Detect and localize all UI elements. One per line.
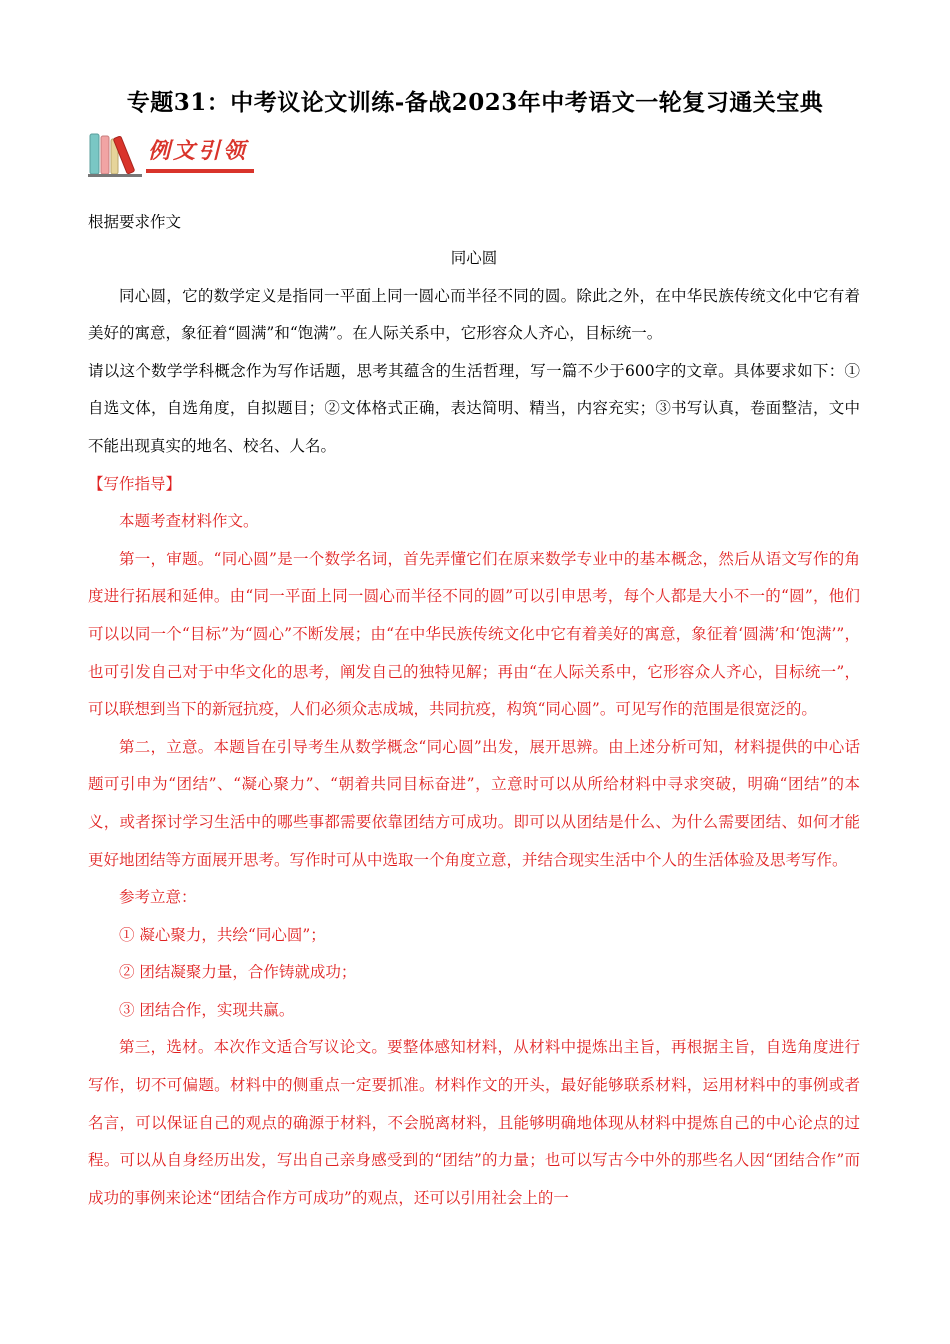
badge-underline bbox=[146, 169, 254, 173]
guide-step1: 第一，审题。“同心圆”是一个数学名词，首先弄懂它们在原来数学专业中的基本概念，然后从语文写作的角度进行拓展和延伸。由“同一平面上同一圆心而半径不同的圆”可以引申思考，每个人都是大小不一的“圆”，他们可以以同一个“目标”为“圆心”不断发展；由“在中华民族传统文化中它有着美好的寓意，象征着‘圆满’和‘饱满’”，也可引发自己对于中华文化的思考，阐发自己的独特见解；再由“在人际关系中，它形容众人齐心，目标统一”，可以联想到当下的新冠抗疫，人们必须众志成城，共同抗疫，构筑“同心圆”。可见写作的范围是很宽泛的。 bbox=[88, 549, 860, 719]
guide-ref-item: ① 凝心聚力，共绘“同心圆”； bbox=[119, 925, 326, 944]
page-title: 专题31：中考议论文训练-备战2023年中考语文一轮复习通关宝典 bbox=[126, 89, 824, 116]
prompt-topic: 同心圆 bbox=[450, 249, 498, 267]
guide-step2: 第二，立意。本题旨在引导考生从数学概念“同心圆”出发，展开思辨。由上述分析可知，材料提供的中心话题可引申为“团结”、“凝心聚力”、“朝着共同目标奋进”，立意时可以从所给材料中寻求突破，明确“团结”的本义，或者探讨学习生活中的哪些事都需要依靠团结方可成功。即可以从团结是什么、为什么需要团结、如何才能更好地团结等方面展开思考。写作时可从中选取一个角度立意，并结合现实生活中个人的生活体验及思考写作。 bbox=[88, 737, 860, 869]
prompt-requirement: 请以这个数学学科概念作为写作话题，思考其蕴含的生活哲理，写一篇不少于600字的文章。具体要求如下：①自选文体，自选角度，自拟题目；②文体格式正确，表达简明、精当，内容充实；③书写认真，卷面整洁，文中不能出现真实的地名、校名、人名。 bbox=[88, 361, 860, 455]
guide-step3: 第三，选材。本次作文适合写议论文。要整体感知材料，从材料中提炼出主旨，再根据主旨，自选角度进行写作，切不可偏题。材料中的侧重点一定要抓准。材料作文的开头，最好能够联系材料，运用材料中的事例或者名言，可以保证自己的观点的确源于材料，不会脱离材料，且能够明确地体现从材料中提炼自己的中心论点的过程。可以从自身经历出发，写出自己亲身感受到的“团结”的力量；也可以写古今中外的那些名人因“团结合作”而成功的事例来论述“团结合作方可成功”的观点，还可以引用社会上的一 bbox=[88, 1038, 860, 1207]
guide-heading: 【写作指导】 bbox=[88, 474, 182, 493]
guide-intro: 本题考查材料作文。 bbox=[119, 512, 259, 531]
document-body bbox=[88, 206, 860, 1217]
guide-ref-item: ② 团结凝聚力量，合作铸就成功； bbox=[119, 963, 357, 982]
guide-ref-item: ③ 团结合作，实现共赢。 bbox=[119, 1000, 295, 1019]
prompt-intro: 根据要求作文 bbox=[88, 213, 182, 231]
badge-label: 例文引领 bbox=[148, 138, 249, 164]
example-badge bbox=[88, 130, 258, 180]
books-icon bbox=[88, 130, 144, 180]
guide-ref-heading: 参考立意： bbox=[119, 888, 197, 907]
prompt-material: 同心圆，它的数学定义是指同一平面上同一圆心而半径不同的圆。除此之外，在中华民族传统文化中它有着美好的寓意，象征着“圆满”和“饱满”。在人际关系中，它形容众人齐心，目标统一。 bbox=[88, 286, 860, 343]
